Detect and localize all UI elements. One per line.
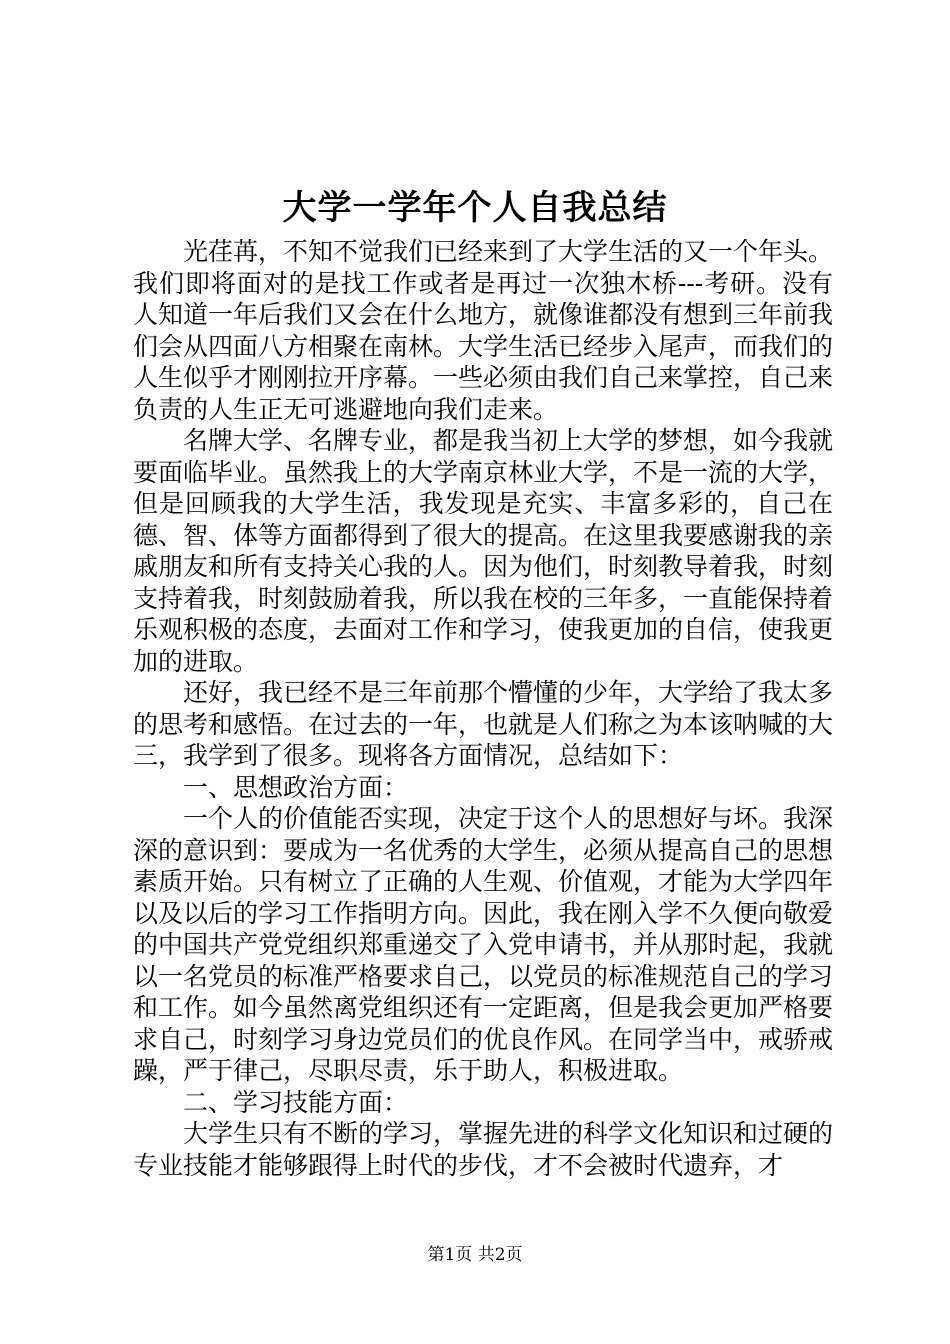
paragraph-reflection: 还好，我已经不是三年前那个懵懂的少年，大学给了我太多的思考和感悟。在过去的一年，也就是人们称之为本该呐喊的大三，我学到了很多。现将各方面情况，总结如下： xyxy=(133,678,834,770)
section-heading-ideology: 一、思想政治方面： xyxy=(183,772,409,802)
document-title: 大学一学年个人自我总结 xyxy=(282,188,668,228)
page-number-footer: 第1页 共2页 xyxy=(427,1245,523,1265)
section-heading-study: 二、学习技能方面： xyxy=(183,1087,409,1117)
paragraph-ideology: 一个人的价值能否实现，决定于这个人的思想好与坏。我深深的意识到：要成为一名优秀的大学生，必须从提高自己的思想素质开始。只有树立了正确的人生观、价值观，才能为大学四年以及以后的学习工作指明方向。因此，我在刚入学不久便向敬爱的中国共产党党组织郑重递交了入党申请书，并从那时起，我就以一名党员的标准严格要求自己，以党员的标准规范自己的学习和工作。如今虽然离党组织还有一定距离，但是我会更加严格要求自己，时刻学习身边党员们的优良作风。在同学当中，戒骄戒躁，严于律己，尽职尽责，乐于助人，积极进取。 xyxy=(133,804,834,1085)
paragraph-study: 大学生只有不断的学习，掌握先进的科学文化知识和过硬的专业技能才能够跟得上时代的步伐，才不会被时代遗弃，才 xyxy=(133,1119,834,1180)
document-body xyxy=(133,236,833,1181)
paragraph-intro: 光荏苒，不知不觉我们已经来到了大学生活的又一个年头。我们即将面对的是找工作或者是再过一次独木桥---考研。没有人知道一年后我们又会在什么地方，就像谁都没有想到三年前我们会从四面八方相聚在南林。大学生活已经步入尾声，而我们的人生似乎才刚刚拉开序幕。一些必须由我们自己来掌控，自己来负责的人生正无可逃避地向我们走来。 xyxy=(133,237,834,424)
paragraph-university: 名牌大学、名牌专业，都是我当初上大学的梦想，如今我就要面临毕业。虽然我上的大学南京林业大学，不是一流的大学，但是回顾我的大学生活，我发现是充实、丰富多彩的，自己在德、智、体等方面都得到了很大的提高。在这里我要感谢我的亲戚朋友和所有支持关心我的人。因为他们，时刻教导着我，时刻支持着我，时刻鼓励着我，所以我在校的三年多，一直能保持着乐观积极的态度，去面对工作和学习，使我更加的自信，使我更加的进取。 xyxy=(133,426,834,676)
